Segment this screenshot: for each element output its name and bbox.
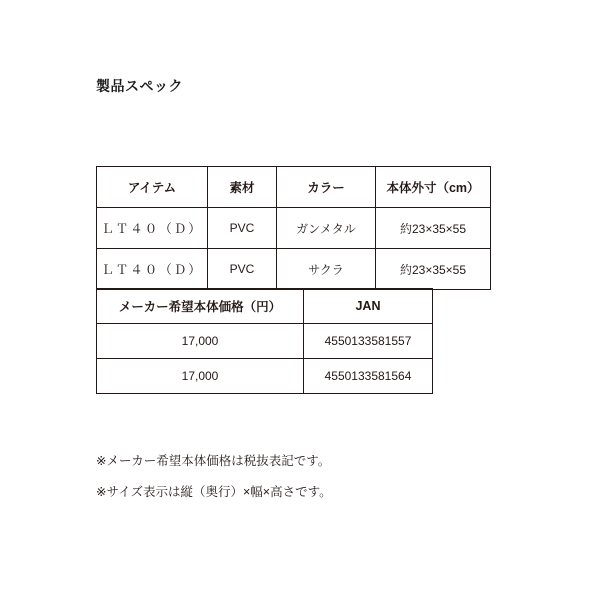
cell-price: 17,000	[97, 324, 304, 359]
note-size: ※サイズ表示は縦（奥行）×幅×高さです。	[96, 485, 332, 500]
cell-price: 17,000	[97, 359, 304, 394]
column-header-color: カラー	[277, 167, 376, 208]
table-row	[97, 208, 491, 249]
cell-dimensions: 約23×35×55	[376, 249, 491, 290]
table-row	[97, 249, 491, 290]
table-header-row	[97, 289, 433, 324]
column-header-dimensions: 本体外寸（cm）	[376, 167, 491, 208]
cell-dimensions: 約23×35×55	[376, 208, 491, 249]
cell-material: PVC	[208, 208, 277, 249]
table-row	[97, 324, 433, 359]
cell-jan: 4550133581564	[304, 359, 433, 394]
cell-jan: 4550133581557	[304, 324, 433, 359]
cell-color: サクラ	[277, 249, 376, 290]
column-header-material: 素材	[208, 167, 277, 208]
page-title: 製品スペック	[96, 78, 183, 94]
table-row	[97, 359, 433, 394]
column-header-price: メーカー希望本体価格（円）	[97, 289, 304, 324]
table-header-row	[97, 167, 491, 208]
note-price: ※メーカー希望本体価格は税抜表記です。	[96, 454, 331, 468]
cell-item: ＬＴ４０（Ｄ）	[97, 249, 208, 290]
price-table	[96, 288, 433, 394]
column-header-item: アイテム	[97, 167, 208, 208]
cell-material: PVC	[208, 249, 277, 290]
spec-table	[96, 166, 491, 290]
column-header-jan: JAN	[304, 289, 433, 324]
notes-block	[96, 446, 332, 509]
cell-item: ＬＴ４０（Ｄ）	[97, 208, 208, 249]
cell-color: ガンメタル	[277, 208, 376, 249]
